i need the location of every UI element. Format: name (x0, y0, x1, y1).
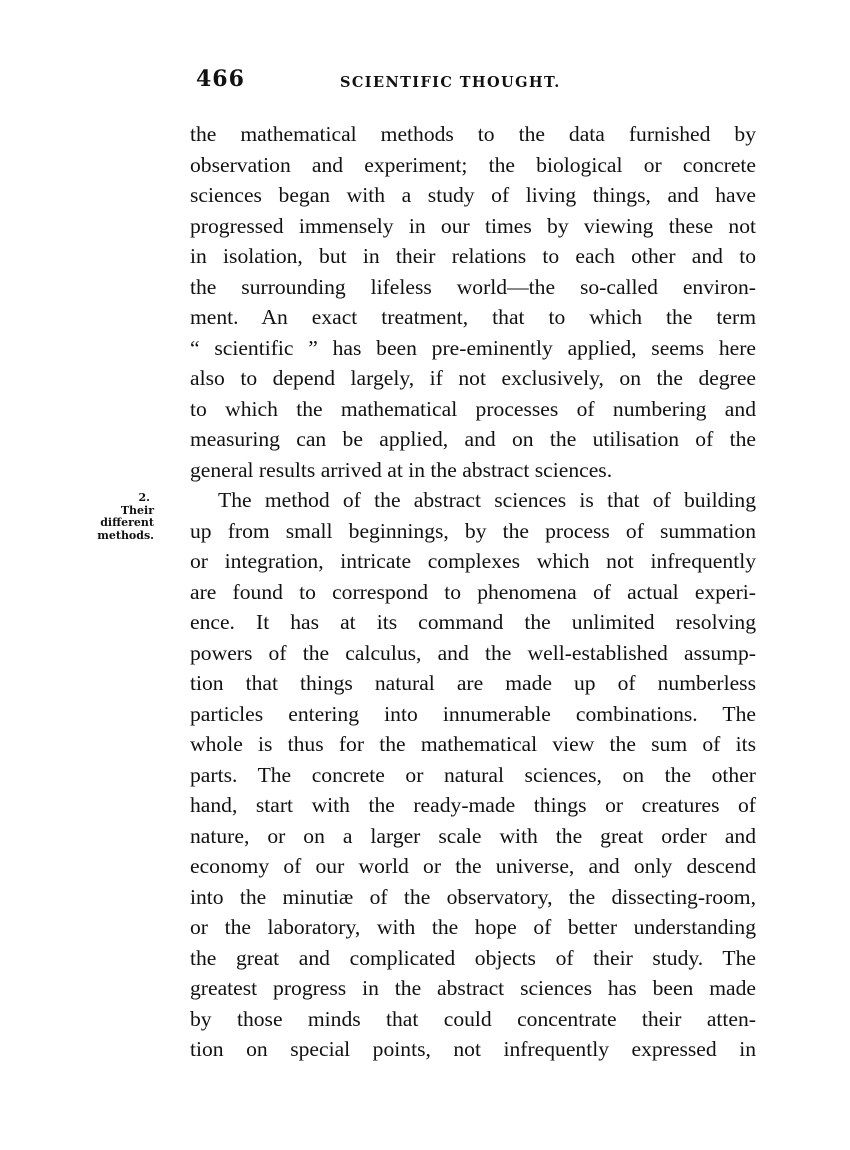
text-line: up from small beginnings, by the process of summation (190, 518, 756, 543)
text-line: ment. An exact treatment, that to which the term (190, 305, 756, 329)
text-line: particles entering into innumerable combinations. The (190, 701, 756, 726)
text-line: The method of the abstract sciences is that of building (218, 488, 756, 512)
margin-note-line: different (100, 516, 154, 529)
text-line: general results arrived at in the abstract sciences. (190, 457, 613, 482)
text-line: into the minutiæ of the observatory, the dissecting-room, (190, 884, 756, 909)
margin-note-line: methods. (97, 528, 154, 542)
text-line: economy of our world or the universe, and only descend (190, 854, 756, 878)
text-line: observation and experiment; the biological or concrete (190, 152, 756, 177)
text-line: whole is thus for the mathematical view the sum of its (190, 732, 756, 756)
text-line: parts. The concrete or natural sciences, on the other (190, 762, 756, 787)
text-line: measuring can be applied, and on the utilisation of the (190, 427, 756, 451)
text-line: hand, start with the ready-made things or creatures of (190, 793, 756, 817)
text-line: in isolation, but in their relations to each other and to (190, 244, 756, 268)
text-line: the mathematical methods to the data furnished by (190, 122, 756, 146)
text-line: or integration, intricate complexes which not infrequently (190, 549, 756, 573)
page-number: 466 (196, 66, 245, 92)
text-line: tion on special points, not infrequently expressed in (190, 1037, 756, 1061)
text-line: greatest progress in the abstract sciences has been made (190, 976, 756, 1000)
margin-note (60, 492, 154, 542)
margin-note-line: Their (120, 503, 154, 517)
text-line: to which the mathematical processes of numbering and (190, 396, 756, 421)
text-line: the great and complicated objects of their study. The (190, 945, 756, 970)
text-line: or the laboratory, with the hope of better understanding (190, 915, 756, 939)
text-line: progressed immensely in our times by viewing these not (190, 213, 756, 238)
page-header (190, 66, 756, 98)
text-line: by those minds that could concentrate their atten- (190, 1006, 756, 1031)
text-line: nature, or on a larger scale with the great order and (190, 823, 756, 848)
text-line: are found to correspond to phenomena of actual experi- (190, 579, 756, 604)
text-line: sciences began with a study of living things, and have (190, 183, 756, 207)
running-title: SCIENTIFIC THOUGHT. (340, 74, 561, 91)
body-text (190, 119, 756, 1065)
margin-note-number: 2. (138, 491, 150, 504)
text-line: ence. It has at its command the unlimited resolving (190, 610, 756, 634)
text-line: also to depend largely, if not exclusively, on the degree (190, 366, 756, 390)
text-line: “ scientific ” has been pre-eminently applied, seems here (190, 335, 756, 360)
text-line: powers of the calculus, and the well-established assump- (190, 640, 756, 665)
text-line: the surrounding lifeless world—the so-called environ- (190, 274, 756, 299)
text-line: tion that things natural are made up of numberless (190, 671, 756, 695)
